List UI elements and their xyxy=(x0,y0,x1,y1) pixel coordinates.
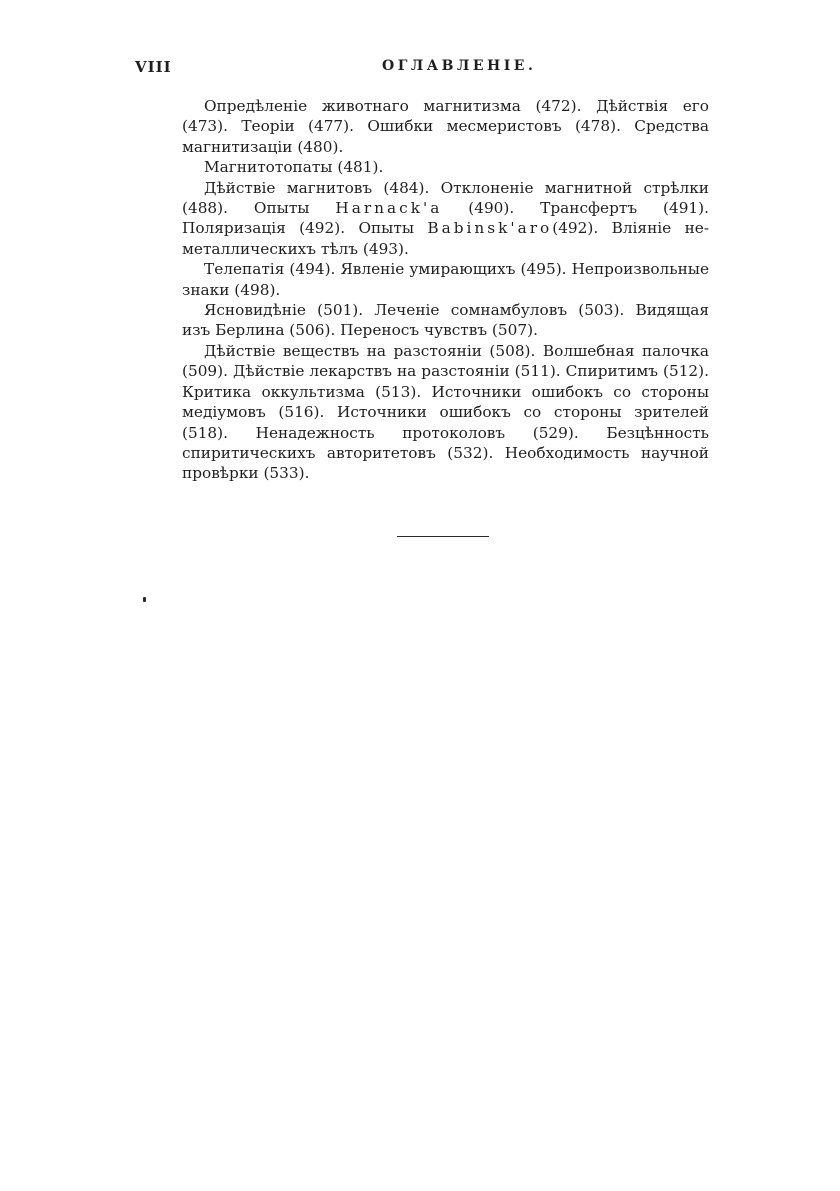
print-speck xyxy=(143,597,146,602)
toc-paragraph-telepathy: Телепатія (494). Явленіе умирающихъ (495). Непроизвольные знаки (498). xyxy=(182,260,709,299)
toc-paragraph-clairvoyance: Ясновидѣніе (501). Леченіе сомнамбуловъ (503). Видящая изъ Берлина (506). Переносъ чувствъ (507). xyxy=(182,301,709,340)
running-title: ОГЛАВЛЕНIЕ. xyxy=(382,58,537,74)
toc-text-segment: Дѣйствіе магнитовъ (484). Отклоненіе магнитной стрѣлки (488). Опыты xyxy=(182,178,709,218)
toc-paragraph-action-at-distance: Дѣйствіе веществъ на разстояніи (508). Волшебная палочка (509). Дѣйствіе лекарствъ на разстояніи (511). Спиритимъ (512). Критика оккультизма (513). Источники ошибокъ со стороны медіумовъ (516). Источники ошибокъ со стороны зрителей (518). Ненадежность протоколовъ (529). Безцѣнность спиритическихъ авторитетовъ (532). Необходимость научной провѣрки (533). xyxy=(182,341,709,483)
toc-text-segment: (492). Вліяніе не-металлическихъ тѣлъ (493). xyxy=(182,219,709,258)
end-rule-divider xyxy=(397,536,489,537)
table-of-contents-body xyxy=(182,96,709,484)
author-name-harnack: Harnack'a xyxy=(335,199,443,218)
toc-paragraph-magnetotopaths: Магнитотопаты (481). xyxy=(204,158,384,177)
toc-paragraph-animal-magnetism: Опредѣленіе животнаго магнитизма (472). Дѣйствія его (473). Теоріи (477). Ошибки месмеристовъ (478). Средства магнитизаціи (480). xyxy=(182,97,709,156)
page-number: VIII xyxy=(135,58,172,76)
toc-text-segment: (490). Трансфертъ (491). Поляризація (492). Опыты xyxy=(182,199,709,238)
toc-paragraph-magnets xyxy=(182,178,709,260)
author-name-babinski: Babinsk'aro xyxy=(427,219,553,238)
